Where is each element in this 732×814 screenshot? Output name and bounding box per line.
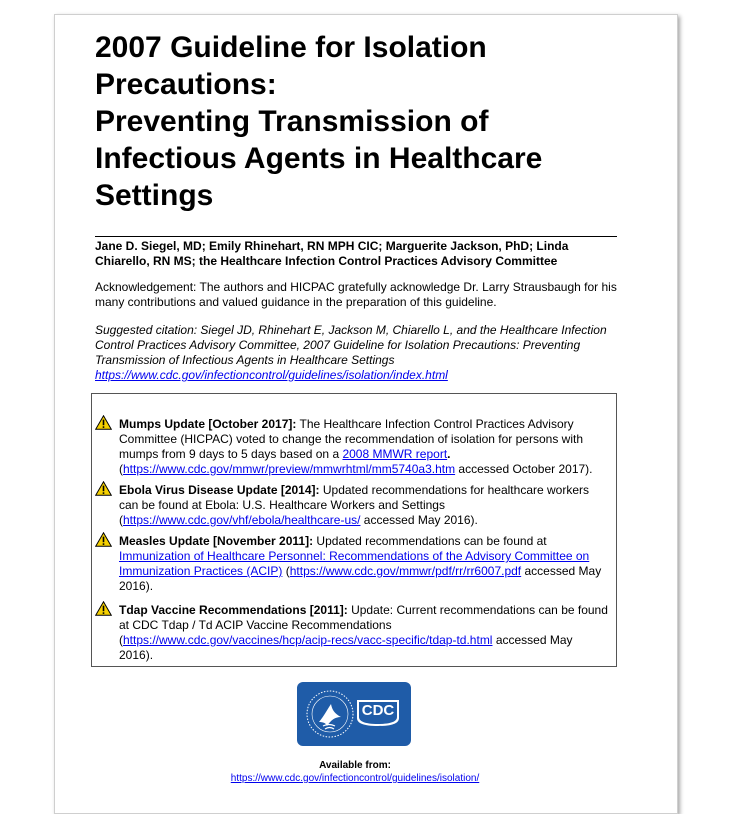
update-tdap-text	[119, 603, 609, 663]
update-paren: (	[119, 633, 123, 647]
update-punct: .	[447, 447, 451, 461]
update-mumps-text	[119, 417, 609, 477]
update-paren: (	[282, 564, 290, 578]
update-accessed: accessed October 2017).	[455, 462, 593, 476]
warning-icon	[95, 601, 112, 616]
updates-box	[91, 393, 617, 667]
ebola-url-link[interactable]: https://www.cdc.gov/vhf/ebola/healthcare-us/	[123, 513, 361, 527]
title-line: 2007 Guideline for Isolation	[95, 31, 487, 64]
update-ebola-text	[119, 483, 609, 528]
citation-link[interactable]: https://www.cdc.gov/infectioncontrol/guidelines/isolation/index.html	[95, 368, 448, 382]
update-body: The Healthcare Infection Control Practices Advisory Committee (HICPAC) voted to change the recommendation of isolation for persons with mumps from 9 days to 5 days based on a	[119, 417, 583, 461]
warning-icon	[95, 481, 112, 496]
update-heading: Measles Update [November 2011]:	[119, 534, 314, 548]
title-line: Preventing Transmission of	[95, 105, 489, 138]
update-accessed: accessed May 2016).	[360, 513, 478, 527]
title-divider	[95, 236, 617, 237]
tdap-url-link[interactable]: https://www.cdc.gov/vaccines/hcp/acip-recs/vacc-specific/tdap-td.html	[123, 633, 493, 647]
warning-icon	[95, 532, 112, 547]
acknowledgement: Acknowledgement: The authors and HICPAC gratefully acknowledge Dr. Larry Strausbaugh for his many contributions and valued guidance in the preparation of this guideline.	[95, 280, 617, 309]
update-accessed: accessed May 2016).	[119, 633, 573, 662]
citation-text: Suggested citation: Siegel JD, Rhinehart E, Jackson M, Chiarello L, and the Healthcare Infection Control Practices Advisory Committee, 2007 Guideline for Isolation Precautions: Preventing Transmission of Infectious Agents in Healthcare Settings	[95, 323, 607, 367]
update-heading: Ebola Virus Disease Update [2014]:	[119, 483, 320, 497]
suggested-citation	[95, 323, 625, 383]
title-line: Precautions:	[95, 68, 277, 101]
hhs-cdc-logo	[297, 682, 411, 746]
author-list: Jane D. Siegel, MD; Emily Rhinehart, RN MPH CIC; Marguerite Jackson, PhD; Linda Chiarello, RN MS; the Healthcare Infection Control Practices Advisory Committee	[95, 239, 569, 268]
title-line: Infectious Agents in Healthcare	[95, 142, 543, 175]
update-heading: Mumps Update [October 2017]:	[119, 417, 297, 431]
update-body: Updated recommendations can be found at	[313, 534, 547, 548]
update-measles-text	[119, 534, 609, 594]
cdc-logo-text: CDC	[361, 702, 395, 719]
document-title	[95, 29, 625, 214]
acip-recommendations-link[interactable]: Immunization of Healthcare Personnel: Recommendations of the Advisory Committee on Immunization Practices (ACIP)	[119, 549, 590, 578]
title-line: Settings	[95, 179, 214, 212]
document-page	[54, 14, 678, 814]
mumps-url-link[interactable]: https://www.cdc.gov/mmwr/preview/mmwrhtml/mm5740a3.htm	[123, 462, 456, 476]
available-label: Available from:	[319, 760, 391, 771]
mmwr-report-link[interactable]: 2008 MMWR report	[342, 447, 448, 461]
measles-url-link[interactable]: https://www.cdc.gov/mmwr/pdf/rr/rr6007.pdf	[289, 564, 522, 578]
update-body: Update: Current recommendations can be found at CDC Tdap / Td ACIP Vaccine Recommendations	[119, 603, 608, 632]
available-url-link[interactable]: https://www.cdc.gov/infectioncontrol/guidelines/isolation/	[230, 773, 480, 784]
update-paren: (	[119, 513, 123, 527]
update-paren: (	[119, 462, 123, 476]
warning-icon	[95, 415, 112, 430]
update-accessed: accessed May 2016).	[119, 564, 602, 593]
available-from	[55, 759, 655, 785]
update-body: Updated recommendations for healthcare workers can be found at Ebola: U.S. Healthcare Workers and Settings	[119, 483, 589, 512]
update-heading: Tdap Vaccine Recommendations [2011]:	[119, 603, 348, 617]
